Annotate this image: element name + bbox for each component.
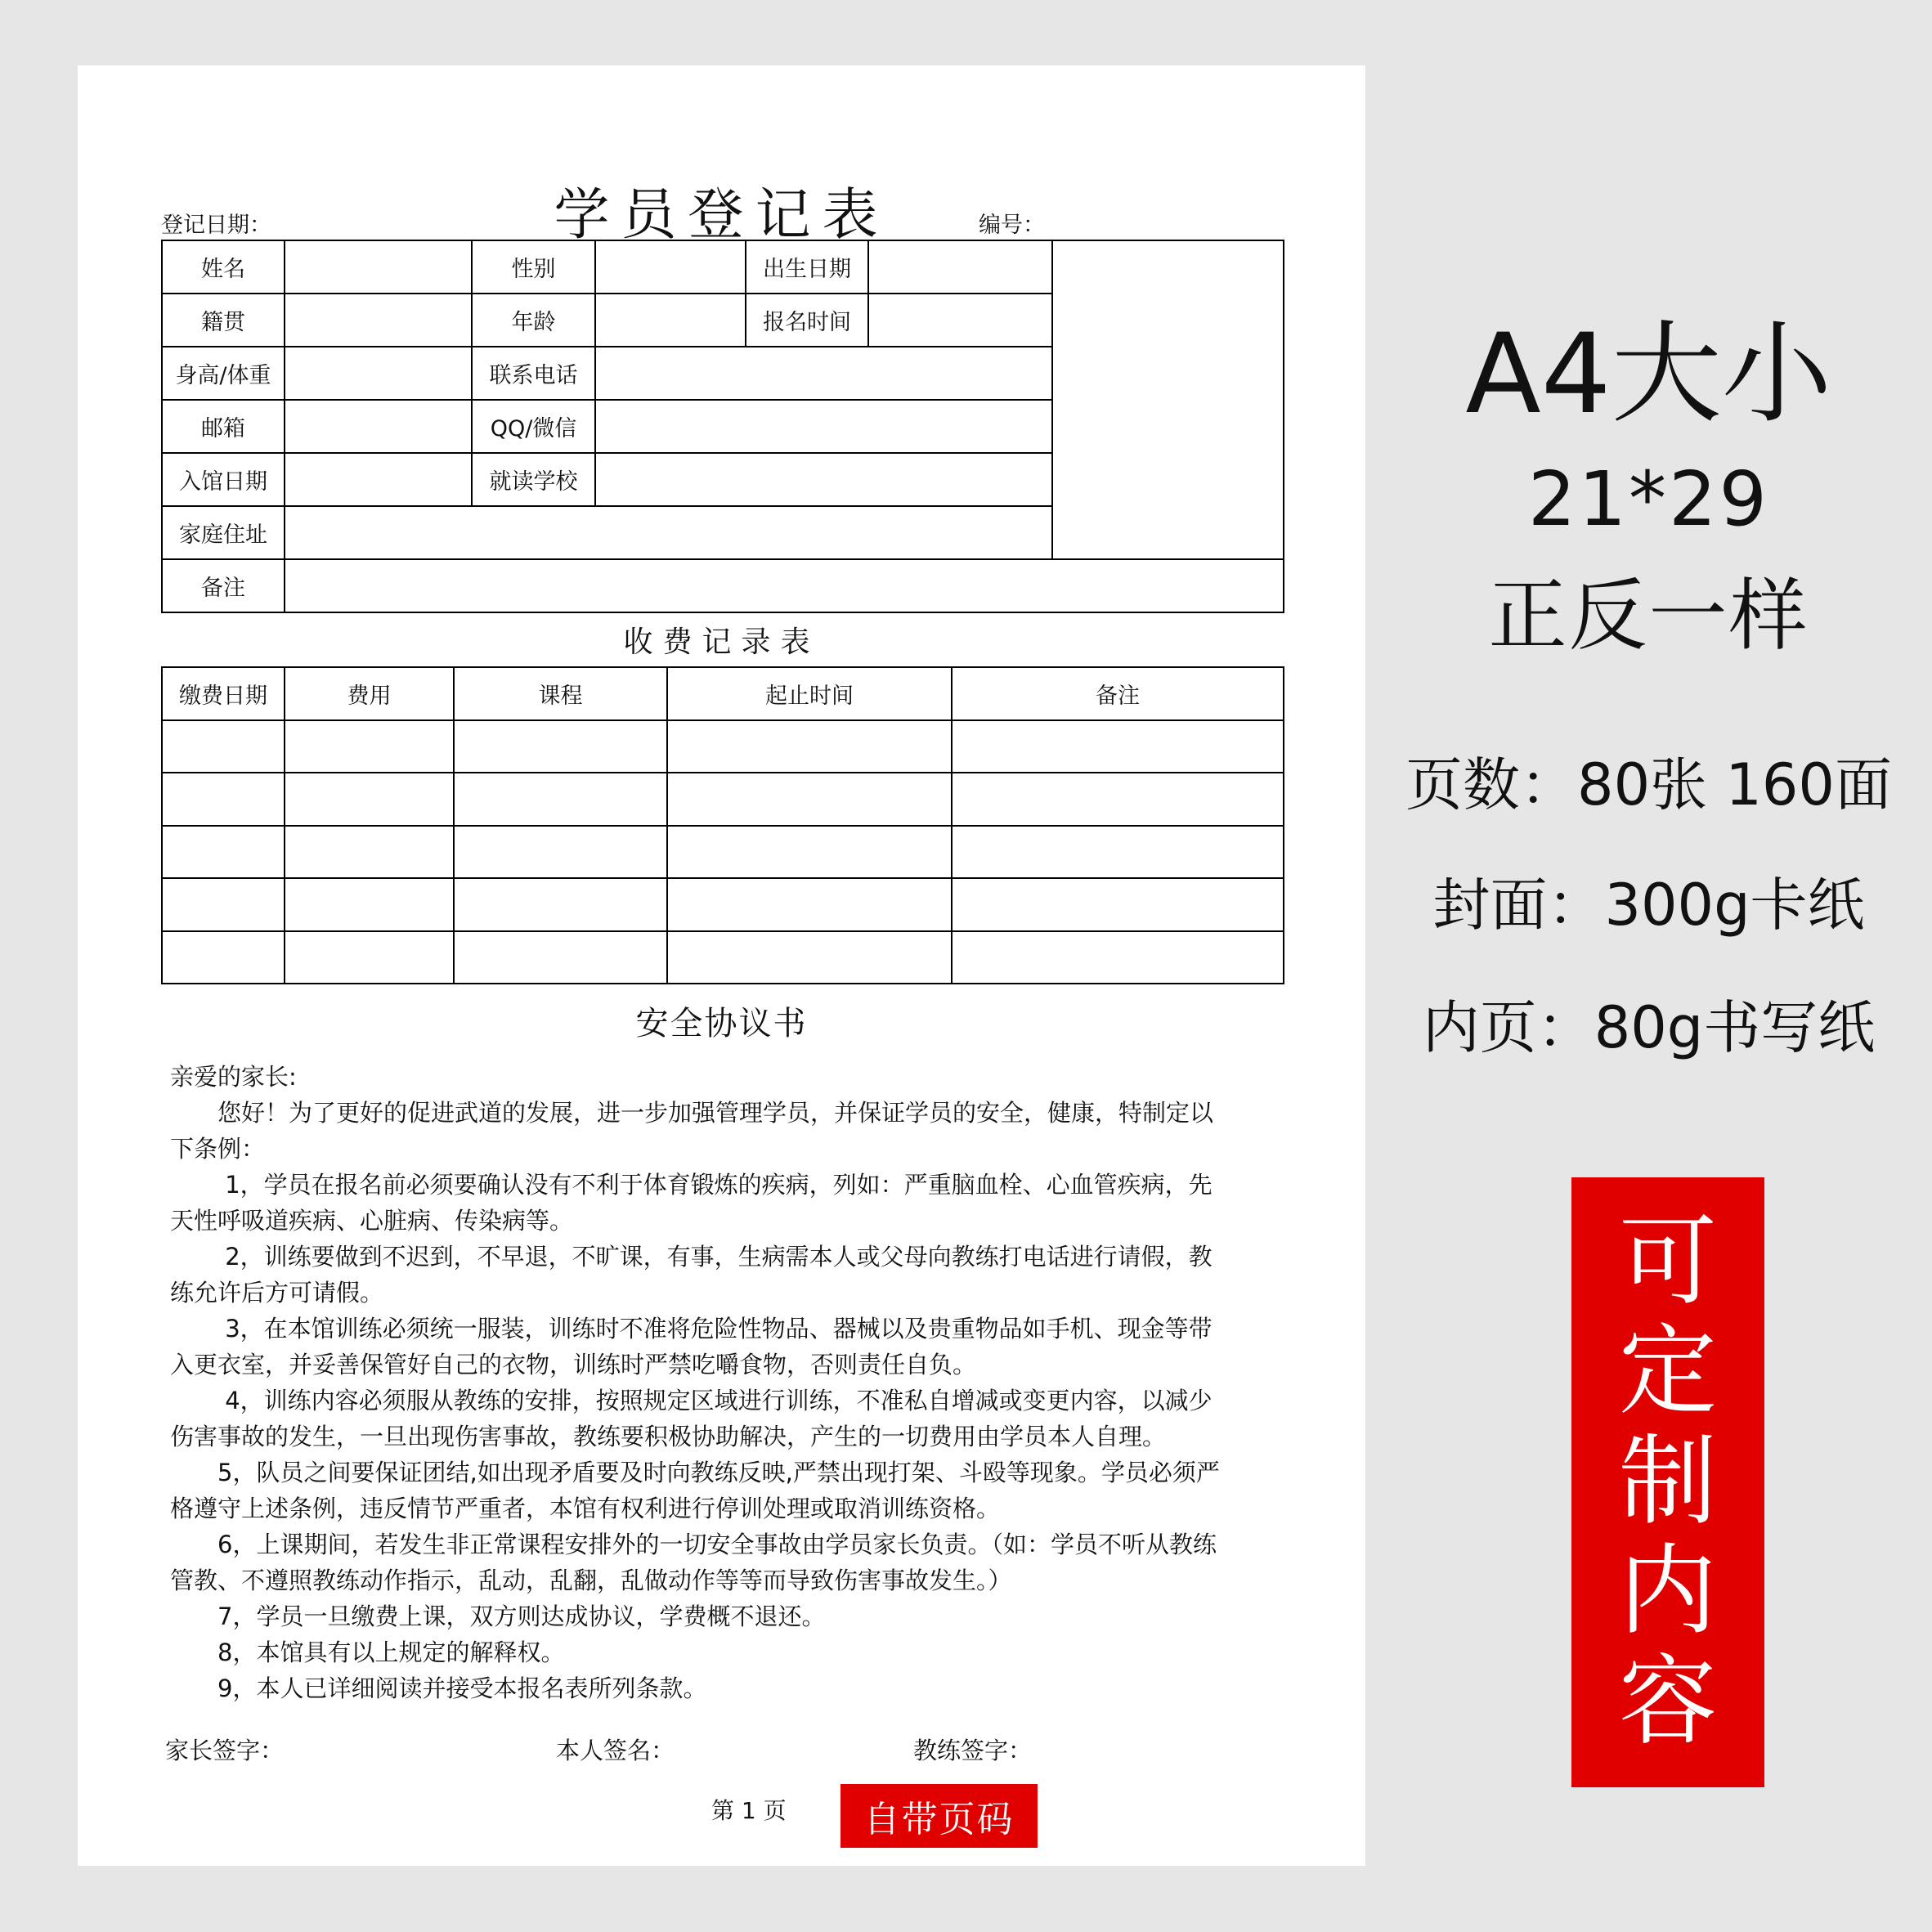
page-count-text: 页数：80张 160面 [1405,751,1892,818]
agreement-line: 6，上课期间，若发生非正常课程安排外的一切安全事故由学员家长负责。（如：学员不听从教练 [170,1531,1217,1558]
column-header: 费用 [285,667,454,720]
double-sided-text: 正反一样 [1488,570,1809,661]
age-label: 年龄 [472,294,595,347]
table-cell[interactable] [667,826,952,879]
agreement-line: 入更衣室，并妥善保管好自己的衣物，训练时严禁吃嚼食物，否则责任自负。 [170,1351,977,1378]
inner-page-spec-text: 内页：80g书写纸 [1422,994,1876,1061]
column-header: 起止时间 [667,667,952,720]
parent-signature-label: 家长签字： [165,1737,285,1764]
table-cell[interactable] [285,826,454,879]
join-date-field[interactable] [285,453,472,506]
table-cell[interactable] [952,720,1284,773]
customizable-char: 定 [1619,1315,1717,1429]
height-weight-field[interactable] [285,347,472,400]
photo-box[interactable] [1052,240,1284,559]
school-field[interactable] [595,453,1052,506]
table-cell[interactable] [667,773,952,826]
table-cell[interactable] [285,720,454,773]
agreement-title: 安全协议书 [635,1005,808,1042]
agreement-line: 3，在本馆训练必须统一服装，训练时不准将危险性物品、器械以及贵重物品如手机、现金等带 [170,1315,1213,1343]
form-sheet [78,65,1365,1866]
table-cell[interactable] [454,931,667,984]
remarks-label: 备注 [162,559,285,612]
registration-date-label: 登记日期： [161,213,271,238]
table-cell[interactable] [667,878,952,931]
customizable-char: 制 [1619,1424,1717,1539]
number-label: 编号： [979,213,1045,238]
table-cell[interactable] [454,878,667,931]
phone-field[interactable] [595,347,1052,400]
table-cell[interactable] [285,931,454,984]
fee-record-table [161,666,1284,984]
table-cell[interactable] [162,931,285,984]
table-header-row [162,667,1284,720]
table-row [162,720,1284,773]
table-row [162,878,1284,931]
column-header: 课程 [454,667,667,720]
column-header: 备注 [952,667,1284,720]
paper-size-text: A4大小 [1465,310,1832,438]
address-label: 家庭住址 [162,506,285,559]
self-signature-label: 本人签名： [556,1737,675,1764]
agreement-line: 管教、不遵照教练动作指示，乱动，乱翻，乱做动作等等而导致伤害事故发生。） [170,1567,1012,1594]
table-cell[interactable] [162,826,285,879]
table-cell[interactable] [285,773,454,826]
column-header: 缴费日期 [162,667,285,720]
table-row [162,931,1284,984]
gender-field[interactable] [595,240,746,294]
table-cell[interactable] [952,773,1284,826]
table-row [162,559,1284,612]
school-label: 就读学校 [472,453,595,506]
age-field[interactable] [595,294,746,347]
table-cell[interactable] [952,826,1284,879]
table-cell[interactable] [454,720,667,773]
birth-date-label: 出生日期 [746,240,868,294]
registration-table [161,240,1284,613]
form-title: 学员登记表 [554,183,890,248]
gender-label: 性别 [472,240,595,294]
agreement-greeting: 亲爱的家长: [170,1063,297,1091]
agreement-line: 5，队员之间要保证团结,如出现矛盾要及时向教练反映,严禁出现打架、斗殴等现象。学员必须严 [170,1459,1220,1486]
table-cell[interactable] [952,878,1284,931]
native-place-label: 籍贯 [162,294,285,347]
agreement-line: 练允许后方可请假。 [170,1279,384,1307]
table-cell[interactable] [667,720,952,773]
birth-date-field[interactable] [868,240,1052,294]
table-cell[interactable] [952,931,1284,984]
table-row [162,240,1284,294]
agreement-line: 9，本人已详细阅读并接受本报名表所列条款。 [170,1674,707,1702]
fee-table-title: 收费记录表 [623,625,820,659]
email-label: 邮箱 [162,400,285,453]
agreement-body [170,1059,1380,1706]
page-number-badge: 自带页码 [840,1784,1038,1848]
email-field[interactable] [285,400,472,453]
address-field[interactable] [285,506,1052,559]
table-cell[interactable] [454,773,667,826]
table-row [162,773,1284,826]
table-cell[interactable] [667,931,952,984]
table-cell[interactable] [162,773,285,826]
signup-time-label: 报名时间 [746,294,868,347]
native-place-field[interactable] [285,294,472,347]
page-number: 第 1 页 [711,1797,787,1824]
customizable-badge [1571,1177,1764,1787]
agreement-line: 伤害事故的发生，一旦出现伤害事故，教练要积极协助解决，产生的一切费用由学员本人自理。 [170,1423,1167,1450]
agreement-line: 天性呼吸道疾病、心脏病、传染病等。 [170,1207,574,1235]
agreement-line: 下条例： [170,1135,266,1163]
customizable-char: 内 [1619,1535,1717,1649]
agreement-line: 8，本馆具有以上规定的解释权。 [170,1638,565,1666]
customizable-char: 容 [1619,1644,1717,1759]
agreement-line: 您好！为了更好的促进武道的发展，进一步加强管理学员，并保证学员的安全，健康，特制定以 [170,1099,1214,1127]
qq-wechat-field[interactable] [595,400,1052,453]
paper-dimensions-text: 21*29 [1527,455,1770,543]
table-cell[interactable] [162,720,285,773]
cover-spec-text: 封面：300g卡纸 [1432,872,1865,939]
join-date-label: 入馆日期 [162,453,285,506]
remarks-field[interactable] [285,559,1284,612]
table-cell[interactable] [454,826,667,879]
qq-wechat-label: QQ/微信 [472,400,595,453]
agreement-line: 格遵守上述条例，违反情节严重者，本馆有权利进行停训处理或取消训练资格。 [170,1495,1001,1522]
name-label: 姓名 [162,240,285,294]
table-cell[interactable] [285,878,454,931]
agreement-line: 1，学员在报名前必须要确认没有不利于体育锻炼的疾病，列如：严重脑血栓、心血管疾病，先 [170,1171,1213,1199]
table-row [162,826,1284,879]
agreement-line: 4，训练内容必须服从教练的安排，按照规定区域进行训练，不准私自增减或变更内容，以减少 [170,1387,1213,1414]
height-weight-label: 身高/体重 [162,347,285,400]
agreement-line: 2，训练要做到不迟到，不早退，不旷课，有事，生病需本人或父母向教练打电话进行请假，教 [170,1243,1213,1271]
name-field[interactable] [285,240,472,294]
table-cell[interactable] [162,878,285,931]
phone-label: 联系电话 [472,347,595,400]
customizable-char: 可 [1619,1205,1717,1320]
signup-time-field[interactable] [868,294,1052,347]
agreement-line: 7，学员一旦缴费上课，双方则达成协议，学费概不退还。 [170,1603,826,1630]
coach-signature-label: 教练签字： [913,1737,1033,1764]
